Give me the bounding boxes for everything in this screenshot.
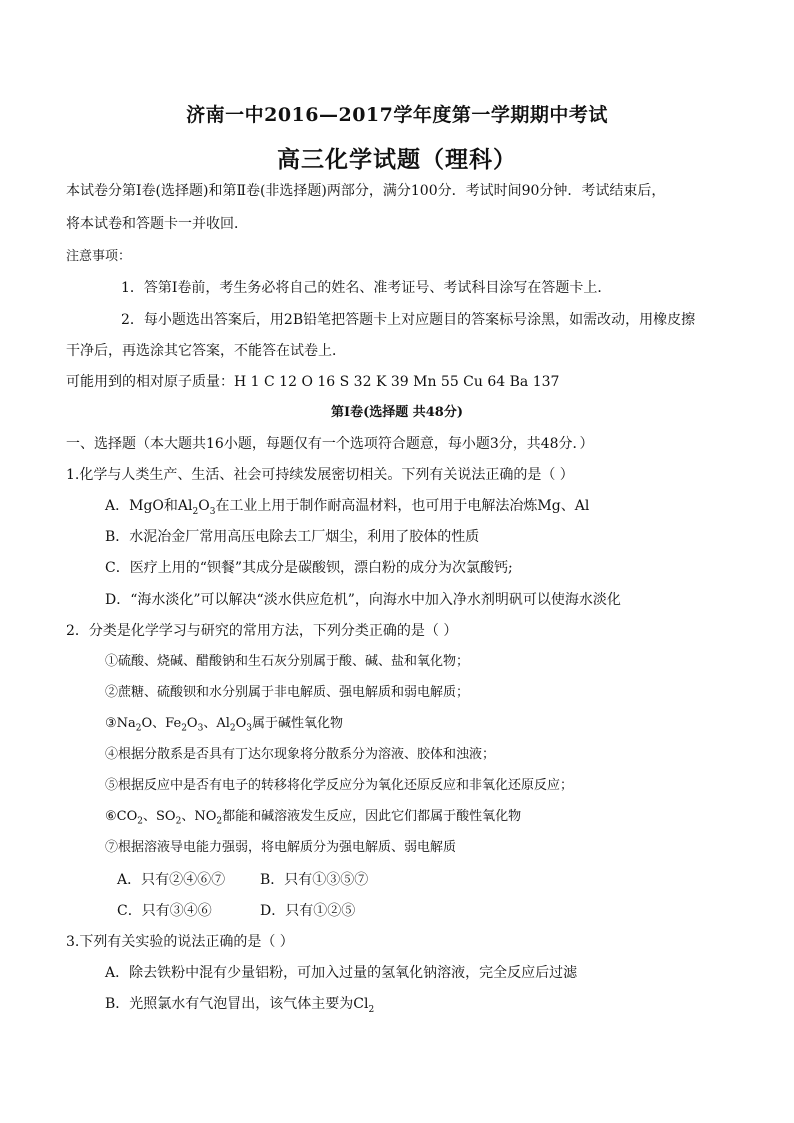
q2-s3-sub-4: 2 [229,723,236,734]
q2-s3-text-5: O [235,716,247,731]
q1-option-c: C．医疗上用的“钡餐”其成分是碳酸钡，漂白粉的成分为次氯酸钙; [105,560,513,576]
part-heading: 一、选择题（本大题共16小题，每题仅有一个选项符合题意，每小题3分，共48分．） [66,436,594,452]
q2-statement-3 [105,717,343,734]
q2-statement-6 [105,810,521,827]
q2-s3-text-3: O [186,716,198,731]
q2-s3-text-2: O、Fe [141,716,182,731]
note-2-line-1: 2．每小题选出答案后，用2B铅笔把答题卡上对应题目的答案标号涂黑，如需改动，用橡皮擦 [121,312,696,328]
q2-s3-sub-1: 2 [135,723,142,734]
q2-statement-4: ④根据分散系是否具有丁达尔现象将分散系分为溶液、胶体和浊液； [105,747,496,762]
q3-option-b [105,997,374,1015]
q2-statement-2: ②蔗糖、硫酸钡和水分别属于非电解质、强电解质和弱电解质； [105,685,470,700]
q2-statement-7: ⑦根据溶液导电能力强弱，将电解质分为强电解质、弱电解质 [105,840,457,855]
note-2-line-2: 干净后，再选涂其它答案，不能答在试卷上． [66,343,346,359]
q2-s6-text-2: 、SO [143,809,176,824]
section-title: 第Ⅰ卷(选择题 共48分) [331,405,463,420]
q2-s3-text-4: 、Al [203,716,230,731]
q2-s6-sub-3: 2 [216,816,223,827]
q3-stem: 3.下列有关实验的说法正确的是（ ） [66,934,294,950]
q2-s6-sub-2: 2 [175,816,182,827]
atomic-masses: 可能用到的相对原子质量：H 1 C 12 O 16 S 32 K 39 Mn 55 Cu 64 Ba 137 [66,374,560,390]
q1-a-text-2: O [198,498,210,514]
q2-s6-text-4: 都能和碱溶液发生反应，因此它们都属于酸性氧化物 [222,809,522,824]
q2-option-c: C．只有③④⑥ [117,903,212,919]
q3-b-text: B．光照氯水有气泡冒出，该气体主要为Cl [105,996,369,1012]
q1-a-text-1: A．MgO和Al [105,498,193,514]
q2-s3-sub-3: 3 [197,723,204,734]
q2-stem: 2．分类是化学学习与研究的常用方法，下列分类正确的是（ ） [66,623,458,639]
notes-label: 注意事项： [66,249,132,264]
q2-s3-text-6: 属于碱性氧化物 [252,716,344,731]
intro-line-1: 本试卷分第Ⅰ卷(选择题)和第Ⅱ卷(非选择题)两部分，满分100分．考试时间90分钟．考试结束后， [66,183,666,199]
q1-option-b: B．水泥冶金厂常用高压电除去工厂烟尘，利用了胶体的性质 [105,529,480,545]
q1-a-sub-2: 3 [209,506,216,517]
q2-s6-text-3: 、NO [181,809,217,824]
exam-title: 济南一中2016—2017学年度第一学期期中考试 [186,104,608,126]
q2-statement-5: ⑤根据反应中是否有电子的转移将化学反应分为氧化还原反应和非氧化还原反应； [105,778,574,793]
exam-subtitle: 高三化学试题（理科） [277,146,517,173]
q2-s6-sub-1: 2 [137,816,143,827]
intro-line-2: 将本试卷和答题卡一并收回． [66,216,248,232]
q2-option-d: D．只有①②⑤ [260,903,356,919]
q2-s3-sub-2: 2 [181,723,187,734]
q1-stem: 1.化学与人类生产、生活、社会可持续发展密切相关。下列有关说法正确的是（ ） [66,467,574,483]
q2-s3-text-1: ③Na [105,716,136,731]
q2-statement-1: ①硫酸、烧碱、醋酸钠和生石灰分别属于酸、碱、盐和氧化物； [105,654,470,669]
q2-option-a: A．只有②④⑥⑦ [117,872,226,888]
q2-option-b: B．只有①③⑤⑦ [260,872,369,888]
q1-option-a [105,499,589,517]
q1-a-text-3: 在工业上用于制作耐高温材料，也可用于电解法冶炼Mg、Al [215,498,590,514]
q3-option-a: A．除去铁粉中混有少量铝粉，可加入过量的氢氧化钠溶液，完全反应后过滤 [105,965,578,981]
note-1: 1．答第Ⅰ卷前，考生务必将自己的姓名、准考证号、考试科目涂写在答题卡上． [121,280,612,296]
q1-option-d: D．“海水淡化”可以解决“淡水供应危机”，向海水中加入净水剂明矾可以使海水淡化 [105,592,621,608]
q3-b-sub: 2 [368,1004,375,1015]
q2-s6-text-1: ⑥CO [105,809,138,824]
q2-s3-sub-5: 3 [246,723,253,734]
q1-a-sub-1: 2 [192,506,199,517]
